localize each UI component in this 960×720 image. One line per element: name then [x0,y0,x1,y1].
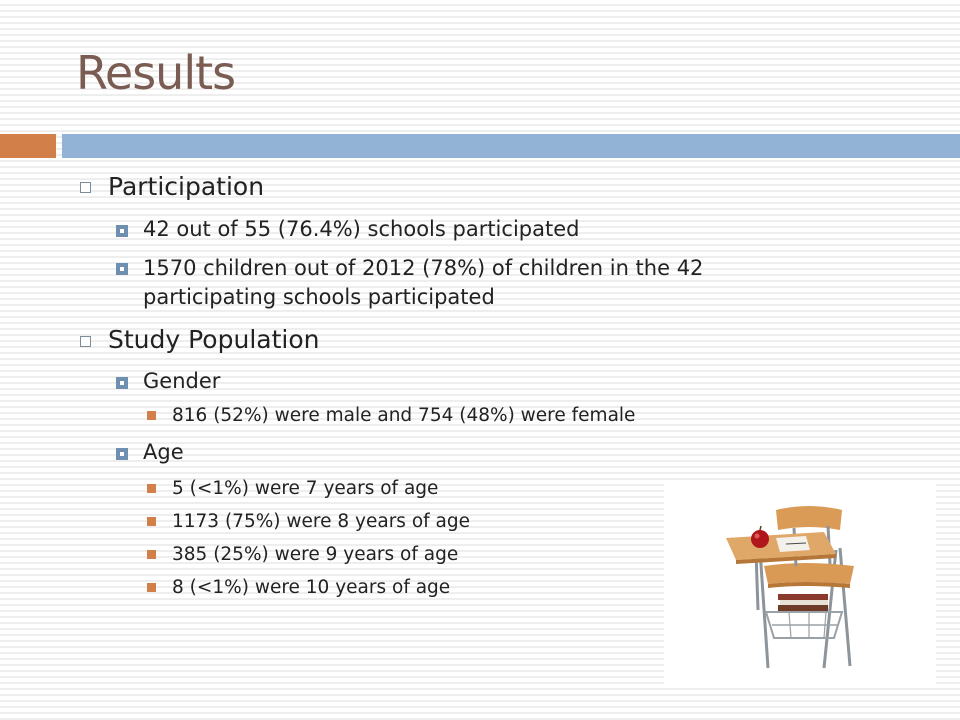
hollow-square-bullet-icon [80,336,91,347]
school-desk-with-apple-icon [664,480,936,686]
square-bullet-icon [147,484,156,493]
list-item: 1173 (75%) were 8 years of age [172,511,470,532]
slide-title: Results [76,46,236,100]
list-item: 1570 children out of 2012 (78%) of children in the 42 [143,256,704,280]
heading-study-population: Study Population [108,325,320,354]
framed-square-bullet-icon [116,377,128,389]
list-item-continued: participating schools participated [143,285,495,309]
square-bullet-icon [147,583,156,592]
framed-square-bullet-icon [116,225,128,237]
framed-square-bullet-icon [116,263,128,275]
square-bullet-icon [147,411,156,420]
group-label-age: Age [143,440,184,464]
square-bullet-icon [147,517,156,526]
hollow-square-bullet-icon [80,182,91,193]
framed-square-bullet-icon [116,448,128,460]
list-item: 385 (25%) were 9 years of age [172,544,459,565]
square-bullet-icon [147,550,156,559]
list-item: 42 out of 55 (76.4%) schools participated [143,217,580,241]
heading-participation: Participation [108,172,265,201]
list-item: 5 (<1%) were 7 years of age [172,478,439,499]
list-item: 816 (52%) were male and 754 (48%) were female [172,405,636,426]
group-label-gender: Gender [143,369,221,393]
list-item: 8 (<1%) were 10 years of age [172,577,451,598]
